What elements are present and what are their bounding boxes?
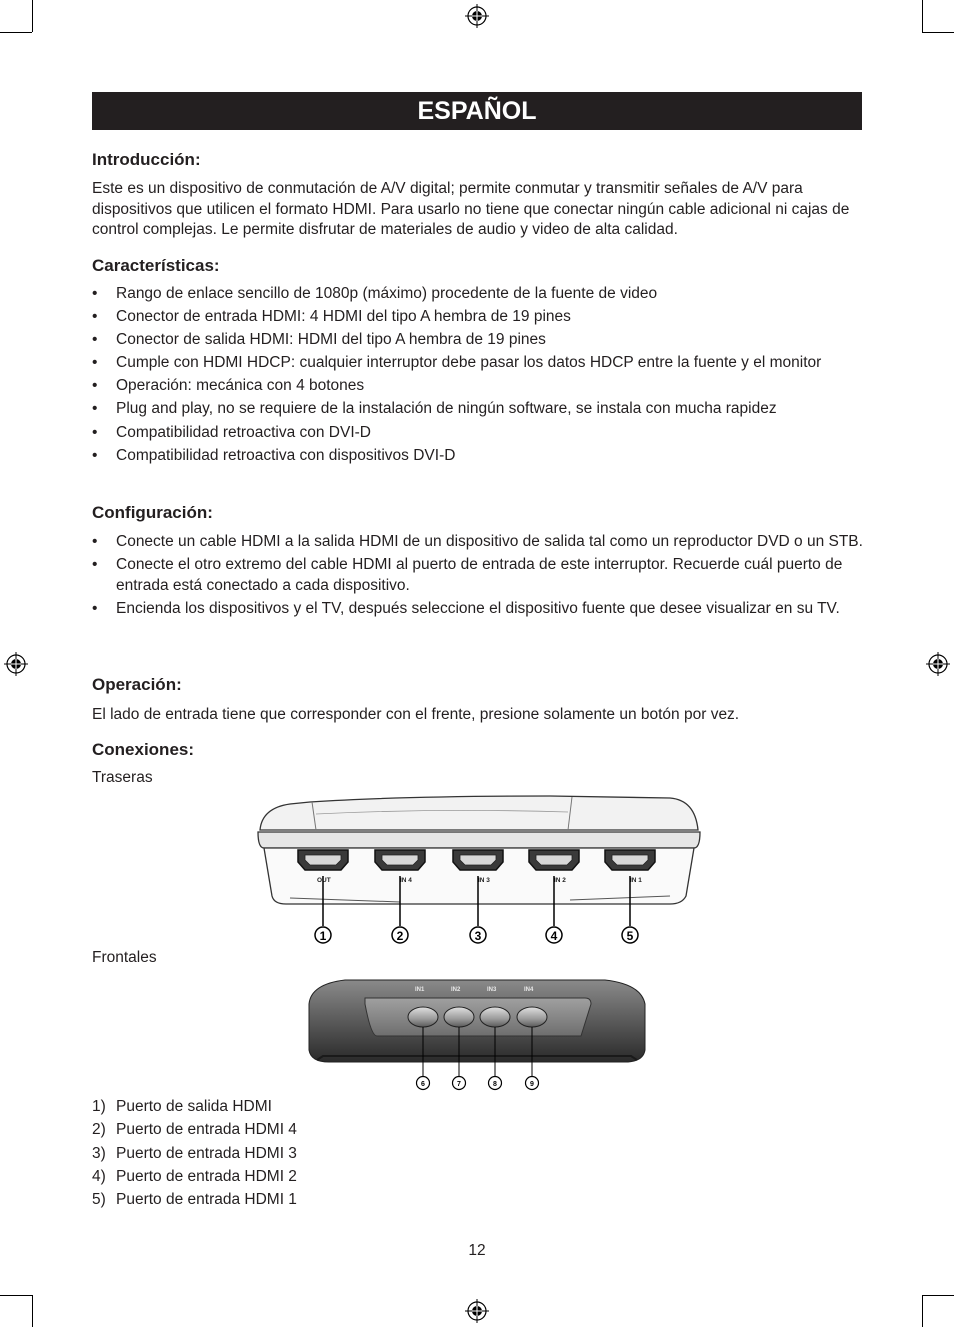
list-item: • Compatibilidad retroactiva con dispositivos DVI-D xyxy=(92,446,864,467)
rear-panel-diagram xyxy=(250,790,710,950)
page-number: 12 xyxy=(468,1242,486,1259)
crop-mark xyxy=(0,1295,32,1296)
list-item: 5) Puerto de entrada HDMI 1 xyxy=(92,1191,297,1209)
hdmi-port xyxy=(298,850,348,870)
crop-mark xyxy=(922,1295,954,1296)
hdmi-port xyxy=(375,850,425,870)
list-item: 4) Puerto de entrada HDMI 2 xyxy=(92,1167,297,1185)
input-select-button xyxy=(517,1007,547,1027)
callout-number: 6 xyxy=(421,1081,425,1088)
list-item: • Conector de entrada HDMI: 4 HDMI del tipo A hembra de 19 pines xyxy=(92,307,864,328)
list-item: 3) Puerto de entrada HDMI 3 xyxy=(92,1144,297,1162)
list-item: • Conector de salida HDMI: HDMI del tipo A hembra de 19 pines xyxy=(92,330,864,351)
port-label: OUT xyxy=(317,877,331,884)
hdmi-port xyxy=(529,850,579,870)
button-label: IN4 xyxy=(524,987,534,993)
heading-conexiones: Conexiones: xyxy=(92,740,195,759)
registration-mark-icon xyxy=(465,4,489,28)
heading-introduccion: Introducción: xyxy=(92,150,201,169)
port-label: IN 1 xyxy=(630,877,642,884)
hdmi-port xyxy=(453,850,503,870)
list-item: • Encienda los dispositivos y el TV, después seleccione el dispositivo fuente que desee visualizar en su TV. xyxy=(92,599,864,620)
connections-list xyxy=(92,1097,864,1213)
callout-number: 4 xyxy=(550,929,558,943)
list-item: • Operación: mecánica con 4 botones xyxy=(92,376,864,397)
front-panel-diagram xyxy=(305,970,650,1092)
callout-number: 1 xyxy=(319,929,327,943)
setup-list xyxy=(92,532,864,622)
button-label: IN1 xyxy=(415,987,425,993)
port-label: IN 3 xyxy=(478,877,490,884)
hdmi-port xyxy=(605,850,655,870)
callout-number: 2 xyxy=(396,929,404,943)
list-item: • Conecte el otro extremo del cable HDMI al puerto de entrada de este interruptor. Recuerde cuál puerto de entrada está conectado a cada dispositivo. xyxy=(92,555,864,596)
list-item: • Compatibilidad retroactiva con DVI-D xyxy=(92,423,864,444)
intro-paragraph: Este es un dispositivo de conmutación de A/V digital; permite conmutar y transmitir señales de A/V para dispositivos que utilicen el formato HDMI. Para usarlo no tiene que conectar ningún cable adicional ni cajas de control complejas. Le permite disfrutar de materiales de audio y video de alta calidad. xyxy=(92,180,850,238)
button-label: IN2 xyxy=(451,987,461,993)
front-label: Frontales xyxy=(92,949,157,966)
callout-number: 5 xyxy=(626,929,634,943)
input-select-button xyxy=(444,1007,474,1027)
input-select-button xyxy=(480,1007,510,1027)
button-label: IN3 xyxy=(487,987,497,993)
registration-mark-icon xyxy=(926,652,950,676)
callout-number: 9 xyxy=(530,1081,534,1088)
registration-mark-icon xyxy=(4,652,28,676)
list-item: 1) Puerto de salida HDMI xyxy=(92,1098,272,1115)
callout-number: 7 xyxy=(457,1081,461,1088)
operation-paragraph: El lado de entrada tiene que corresponder con el frente, presione solamente un botón por vez. xyxy=(92,706,740,723)
crop-mark xyxy=(32,1295,33,1327)
list-item: • Cumple con HDMI HDCP: cualquier interruptor debe pasar los datos HDCP entre la fuente y el monitor xyxy=(92,353,864,374)
port-label: IN 2 xyxy=(554,877,566,884)
rear-label: Traseras xyxy=(92,769,153,786)
registration-mark-icon xyxy=(465,1299,489,1323)
crop-mark xyxy=(922,1295,923,1327)
port-label: IN 4 xyxy=(400,877,412,884)
list-item: 2) Puerto de entrada HDMI 4 xyxy=(92,1121,297,1139)
crop-mark xyxy=(32,0,33,32)
heading-caracteristicas: Características: xyxy=(92,256,220,275)
crop-mark xyxy=(922,0,923,32)
list-item: • Rango de enlace sencillo de 1080p (máximo) procedente de la fuente de video xyxy=(92,284,864,305)
crop-mark xyxy=(0,32,32,33)
list-item: • Plug and play, no se requiere de la instalación de ningún software, se instala con mucha rapidez xyxy=(92,399,864,420)
callout-number: 8 xyxy=(493,1081,497,1088)
input-select-button xyxy=(408,1007,438,1027)
heading-configuracion: Configuración: xyxy=(92,503,213,522)
callout-number: 3 xyxy=(474,929,482,943)
heading-operacion: Operación: xyxy=(92,675,182,694)
language-banner: ESPAÑOL xyxy=(92,92,862,130)
crop-mark xyxy=(922,32,954,33)
list-item: • Conecte un cable HDMI a la salida HDMI de un dispositivo de salida tal como un reproductor DVD o un STB. xyxy=(92,532,864,553)
features-list xyxy=(92,284,864,469)
